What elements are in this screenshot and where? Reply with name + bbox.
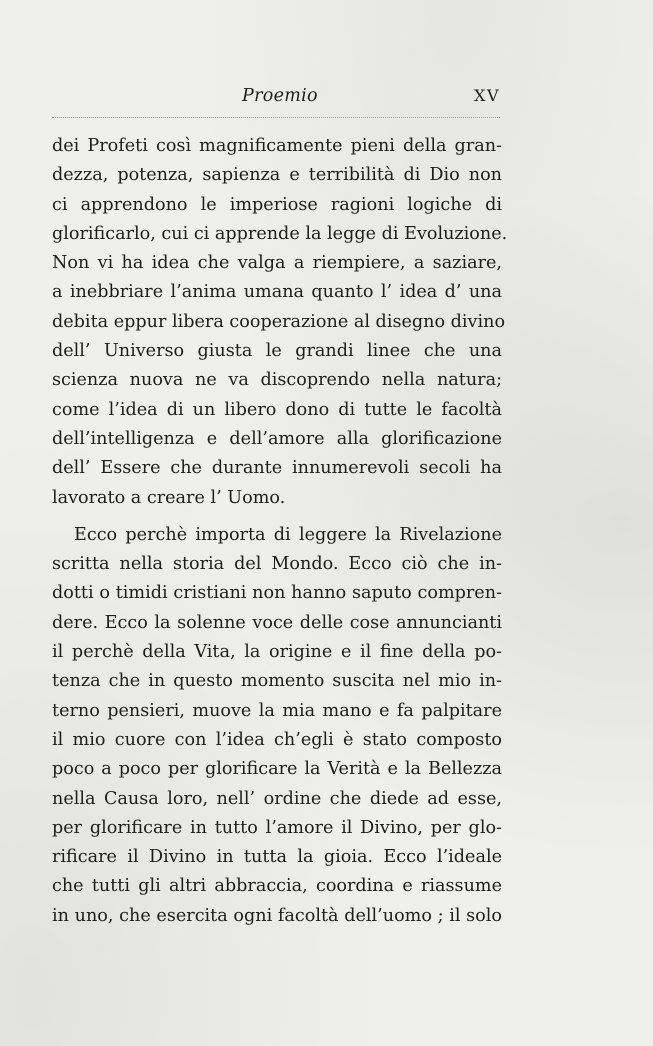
text-line: terno pensieri, muove la mia mano e fa palpitare — [52, 700, 502, 721]
paragraph-gap — [52, 513, 502, 521]
header-rule — [52, 117, 500, 118]
text-line: come l’idea di un libero dono di tutte le facoltà — [52, 399, 502, 420]
text-line: dotti o timidi cristiani non hanno saputo compren- — [52, 583, 502, 604]
text-line: tenza che in questo momento suscita nel mio in- — [52, 671, 502, 692]
text-line: che tutti gli altri abbraccia, coordina e riassume — [52, 876, 502, 897]
text-line: rificare il Divino in tutta la gioia. Ecco l’ideale — [52, 847, 502, 868]
body-text — [52, 132, 508, 931]
text-line: scritta nella storia del Mondo. Ecco ciò che in- — [52, 554, 502, 575]
paragraph — [52, 132, 508, 513]
text-line: Ecco perchè importa di leggere la Rivelazione — [74, 524, 502, 545]
text-line: dezza, potenza, sapienza e terribilità di Dio non — [52, 165, 502, 186]
text-line: per glorificare in tutto l’amore il Divino, per glo- — [52, 817, 502, 838]
text-line: in uno, che esercita ogni facoltà dell’uomo ; il solo — [52, 905, 502, 926]
text-line: dell’intelligenza e dell’amore alla glorificazione — [52, 428, 502, 449]
text-line: Non vi ha idea che valga a riempiere, a saziare, — [52, 253, 502, 274]
page-number: XV — [474, 86, 500, 105]
text-line: il mio cuore con l’idea ch’egli è stato composto — [52, 729, 502, 750]
text-line: debita eppur libera cooperazione al disegno divino — [52, 311, 506, 332]
running-title: Proemio — [242, 86, 318, 106]
text-line: glorificarlo, cui ci apprende la legge di Evoluzione. — [52, 223, 508, 244]
paragraph — [52, 521, 502, 931]
text-line: poco a poco per glorificare la Verità e la Bellezza — [52, 759, 502, 780]
text-line: dei Profeti così magnificamente pieni della gran- — [52, 136, 502, 156]
text-line: a inebbriare l’anima umana quanto l’ idea d’ una — [52, 282, 502, 303]
text-line: dell’ Universo giusta le grandi linee che una — [52, 341, 502, 362]
text-line: lavorato a creare l’ Uomo. — [52, 487, 286, 508]
text-line: scienza nuova ne va discoprendo nella natura; — [52, 370, 502, 391]
page-header — [52, 86, 500, 112]
text-line: il perchè della Vita, la origine e il fine della po- — [52, 642, 502, 663]
text-line: ci apprendono le imperiose ragioni logiche di — [52, 194, 502, 215]
text-line: nella Causa loro, nell’ ordine che diede ad esse, — [52, 788, 502, 809]
text-line: dere. Ecco la solenne voce delle cose annuncianti — [52, 612, 502, 633]
text-line: dell’ Essere che durante innumerevoli secoli ha — [52, 458, 502, 479]
